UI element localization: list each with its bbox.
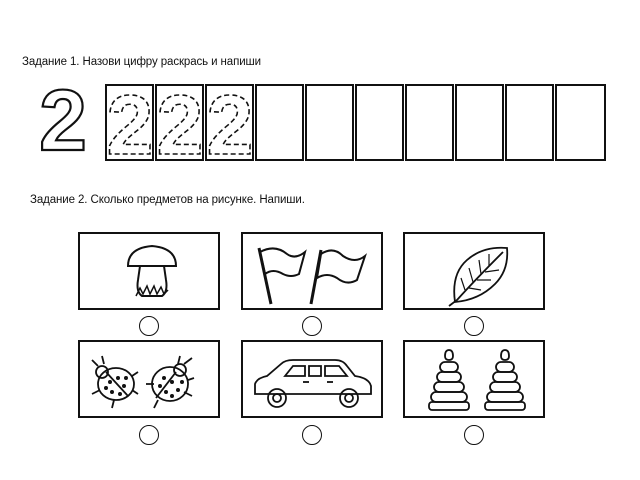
picture-card-flags bbox=[241, 232, 383, 310]
answer-circle-pyramids[interactable] bbox=[464, 425, 484, 445]
ladybugs-icon bbox=[80, 342, 220, 418]
pyramid-toys-icon bbox=[405, 342, 545, 418]
task2-title: Задание 2. Сколько предметов на рисунке. Напиши. bbox=[30, 194, 305, 206]
write-cell-2[interactable] bbox=[306, 85, 353, 160]
sample-digit-glyph: 2 bbox=[39, 86, 87, 156]
answer-circle-flags[interactable] bbox=[302, 316, 322, 336]
picture-card-car bbox=[241, 340, 383, 418]
picture-card-ladybugs bbox=[78, 340, 220, 418]
task1-title: Задание 1. Назови цифру раскрась и напиши bbox=[22, 56, 261, 68]
write-cell-7[interactable] bbox=[556, 85, 605, 160]
write-cell-4[interactable] bbox=[406, 85, 453, 160]
leaf-icon bbox=[405, 234, 545, 310]
car-wheel-front bbox=[268, 389, 286, 407]
flag-cloth-1 bbox=[260, 248, 305, 276]
ladybug-1 bbox=[92, 356, 138, 408]
dashed-digit-2: 2 bbox=[156, 84, 204, 162]
car-wheel-rear bbox=[340, 389, 358, 407]
write-cell-5[interactable] bbox=[456, 85, 503, 160]
mushroom-icon bbox=[80, 234, 220, 310]
pyramid-toy-1 bbox=[429, 350, 469, 410]
tracing-strip bbox=[105, 84, 607, 162]
pyramid-toy-2 bbox=[485, 350, 525, 410]
write-cell-1[interactable] bbox=[256, 85, 303, 160]
write-cell-6[interactable] bbox=[506, 85, 553, 160]
car-windows bbox=[285, 366, 347, 376]
picture-card-leaf bbox=[403, 232, 545, 310]
flag-cloth-2 bbox=[317, 250, 365, 282]
picture-card-mushroom bbox=[78, 232, 220, 310]
mushroom-cap bbox=[128, 246, 176, 266]
flags-icon bbox=[243, 234, 383, 310]
sample-digit-two bbox=[33, 86, 93, 156]
answer-circle-car[interactable] bbox=[302, 425, 322, 445]
dashed-digit-3: 2 bbox=[206, 84, 254, 162]
answer-circle-ladybugs[interactable] bbox=[139, 425, 159, 445]
write-cell-3[interactable] bbox=[356, 85, 403, 160]
dashed-digit-1: 2 bbox=[106, 84, 154, 162]
answer-circle-mushroom[interactable] bbox=[139, 316, 159, 336]
answer-circle-leaf[interactable] bbox=[464, 316, 484, 336]
picture-card-pyramids bbox=[403, 340, 545, 418]
car-icon bbox=[243, 342, 383, 418]
